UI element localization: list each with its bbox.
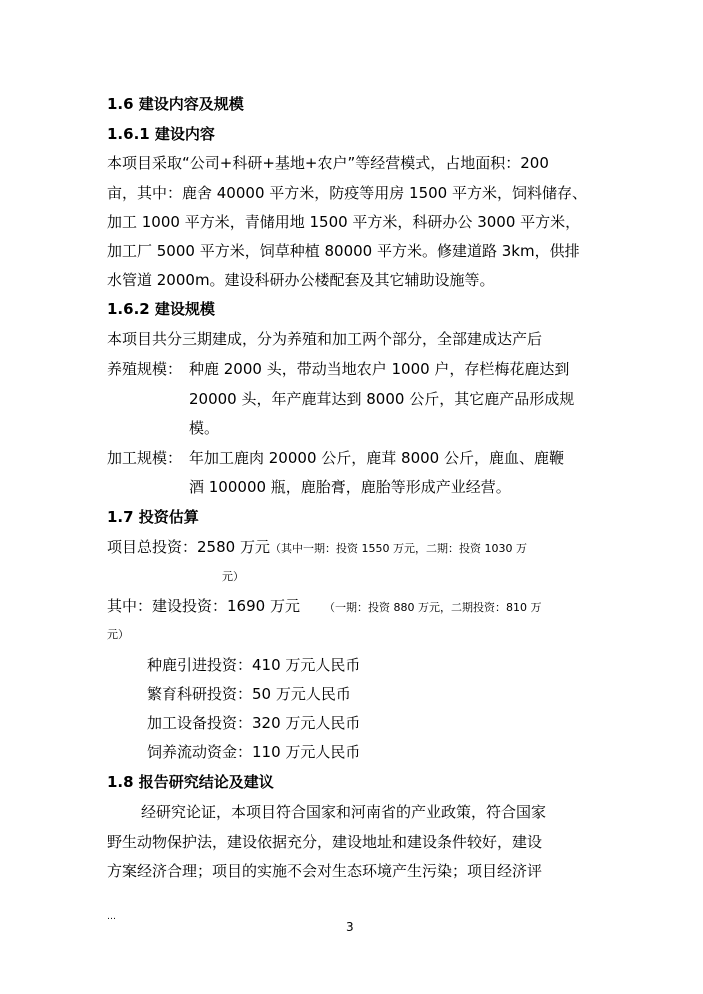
content-line: 本项目采取“公司+科研+基地+农户”等经营模式，占地面积：200 (107, 154, 549, 172)
construction-note-tail: 元） (107, 628, 129, 641)
breeding-label: 养殖规模： (107, 360, 183, 378)
conclusion-line: 野生动物保护法，建设依据充分，建设地址和建设条件较好，建设 (107, 833, 543, 851)
total-invest-label: 项目总投资： (107, 538, 198, 556)
content-line: 加工 1000 平方米，青储用地 1500 平方米，科研办公 3000 平方米， (107, 213, 581, 231)
processing-line: 年加工鹿肉 20000 公斤，鹿茸 8000 公斤，鹿血、鹿鞭 (189, 449, 564, 467)
construction-value: 1690 万元 (227, 597, 300, 615)
footer-mark: … (107, 912, 116, 922)
invest-item: 繁育科研投资：50 万元人民币 (147, 685, 351, 703)
construction-investment (107, 596, 541, 618)
processing-line: 酒 100000 瓶，鹿胎膏，鹿胎等形成产业经营。 (189, 478, 511, 496)
construction-note: （一期：投资 880 万元，二期投资：810 万 (323, 601, 542, 614)
total-investment (107, 537, 527, 559)
breeding-line: 模。 (189, 419, 220, 437)
heading-1-6: 1.6 建设内容及规模 (107, 95, 244, 113)
scale-intro: 本项目共分三期建成，分为养殖和加工两个部分，全部建成达产后 (107, 330, 543, 348)
total-invest-value: 2580 万元 (197, 538, 270, 556)
content-line: 加工厂 5000 平方米，饲草种植 80000 平方米。修建道路 3km，供排 (107, 242, 580, 260)
invest-item: 加工设备投资：320 万元人民币 (147, 714, 361, 732)
content-line: 水管道 2000m。建设科研办公楼配套及其它辅助设施等。 (107, 271, 495, 289)
total-invest-note-tail: 元） (222, 570, 244, 583)
heading-1-6-1: 1.6.1 建设内容 (107, 125, 215, 143)
total-invest-note: （其中一期：投资 1550 万元，二期：投资 1030 万 (269, 542, 527, 555)
page-number: 3 (346, 920, 354, 934)
construction-label: 其中：建设投资： (107, 597, 228, 615)
heading-1-7: 1.7 投资估算 (107, 508, 199, 526)
content-line: 亩，其中：鹿舍 40000 平方米，防疫等用房 1500 平方米，饲料储存、 (107, 184, 587, 202)
breeding-line: 20000 头，年产鹿茸达到 8000 公斤，其它鹿产品形成规 (189, 390, 575, 408)
breeding-line: 种鹿 2000 头，带动当地农户 1000 户，存栏梅花鹿达到 (189, 360, 570, 378)
invest-item: 种鹿引进投资：410 万元人民币 (147, 656, 361, 674)
processing-label: 加工规模： (107, 449, 183, 467)
conclusion-line: 经研究论证，本项目符合国家和河南省的产业政策，符合国家 (141, 803, 547, 821)
conclusion-line: 方案经济合理；项目的实施不会对生态环境产生污染；项目经济评 (107, 862, 543, 880)
heading-1-8: 1.8 报告研究结论及建议 (107, 773, 274, 791)
invest-item: 饲养流动资金：110 万元人民币 (147, 743, 361, 761)
heading-1-6-2: 1.6.2 建设规模 (107, 300, 215, 318)
